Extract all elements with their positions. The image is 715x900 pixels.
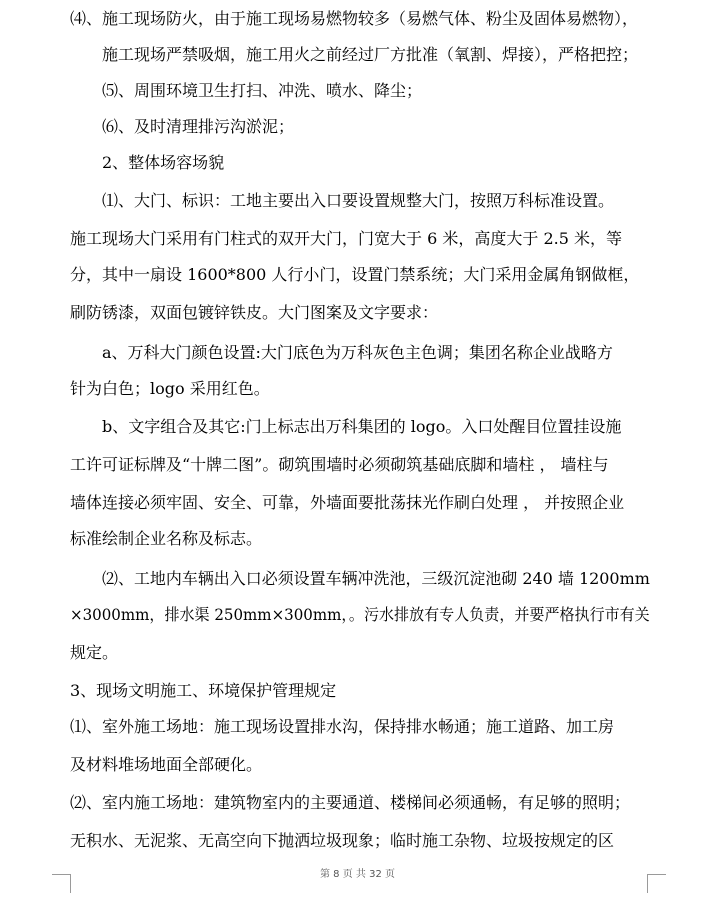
text-line: ⑸、周围环境卫生打扫、冲洗、喷水、降尘； (102, 81, 423, 100)
text-line: 刷防锈漆，双面包镀锌铁皮。大门图案及文字要求： (70, 303, 439, 322)
text-line: ⑴、大门、标识：工地主要出入口要设置规整大门，按照万科标准设置。 (102, 191, 615, 210)
text-line: ⑹、及时清理排污沟淤泥； (102, 117, 295, 136)
text-line: 及材料堆场地面全部硬化。 (70, 755, 263, 774)
text-line: 分，其中一扇设 1600*800 人行小门，设置门禁系统；大门采用金属角钢做框， (70, 265, 640, 284)
section-heading: 3、现场文明施工、环境保护管理规定 (70, 681, 337, 700)
text-line: ⑵、工地内车辆出入口必须设置车辆冲洗池，三级沉淀池砌 240 墙 1200mm (102, 569, 650, 588)
text-line: 施工现场严禁吸烟，施工用火之前经过厂方批准（氧割、焊接），严格把控； (102, 45, 639, 64)
section-heading: 2、整体场容场貌 (102, 153, 225, 172)
text-line: 工许可证标牌及“十牌二图”。砌筑围墙时必须砌筑基础底脚和墙柱 ， 墙柱与 (70, 455, 609, 474)
text-line: ⑴、室外施工场地：施工现场设置排水沟，保持排水畅通；施工道路、加工房 (70, 717, 615, 736)
text-line: 无积水、无泥浆、无高空向下抛洒垃圾现象；临时施工杂物、垃圾按规定的区 (70, 831, 615, 850)
page-number: 第 8 页 共 32 页 (320, 869, 395, 880)
text-line: 标准绘制企业名称及标志。 (70, 529, 263, 548)
text-line: 墙体连接必须牢固、安全、可靠，外墙面要批荡抹光作刷白处理 ， 并按照企业 (70, 493, 625, 512)
text-line: ⑷、施工现场防火，由于施工现场易燃物较多（易燃气体、粉尘及固体易燃物）， (70, 9, 639, 28)
text-line: 规定。 (70, 643, 119, 662)
text-line: a、万科大门颜色设置:大门底色为万科灰色主色调；集团名称企业战略方 (102, 343, 613, 362)
text-line: 施工现场大门采用有门柱式的双开大门，门宽大于 6 米，高度大于 2.5 米，等 (70, 229, 622, 248)
text-line: ×3000mm，排水渠 250mm×300mm，。污水排放有专人负责，并要严格执行市有关 (70, 605, 650, 624)
text-line: b、文字组合及其它:门上标志出万科集团的 logo。入口处醒目位置挂设施 (102, 417, 622, 436)
text-line: ⑵、室内施工场地：建筑物室内的主要通道、楼梯间必须通畅，有足够的照明； (70, 793, 631, 812)
text-line: 针为白色；logo 采用红色。 (70, 379, 270, 398)
